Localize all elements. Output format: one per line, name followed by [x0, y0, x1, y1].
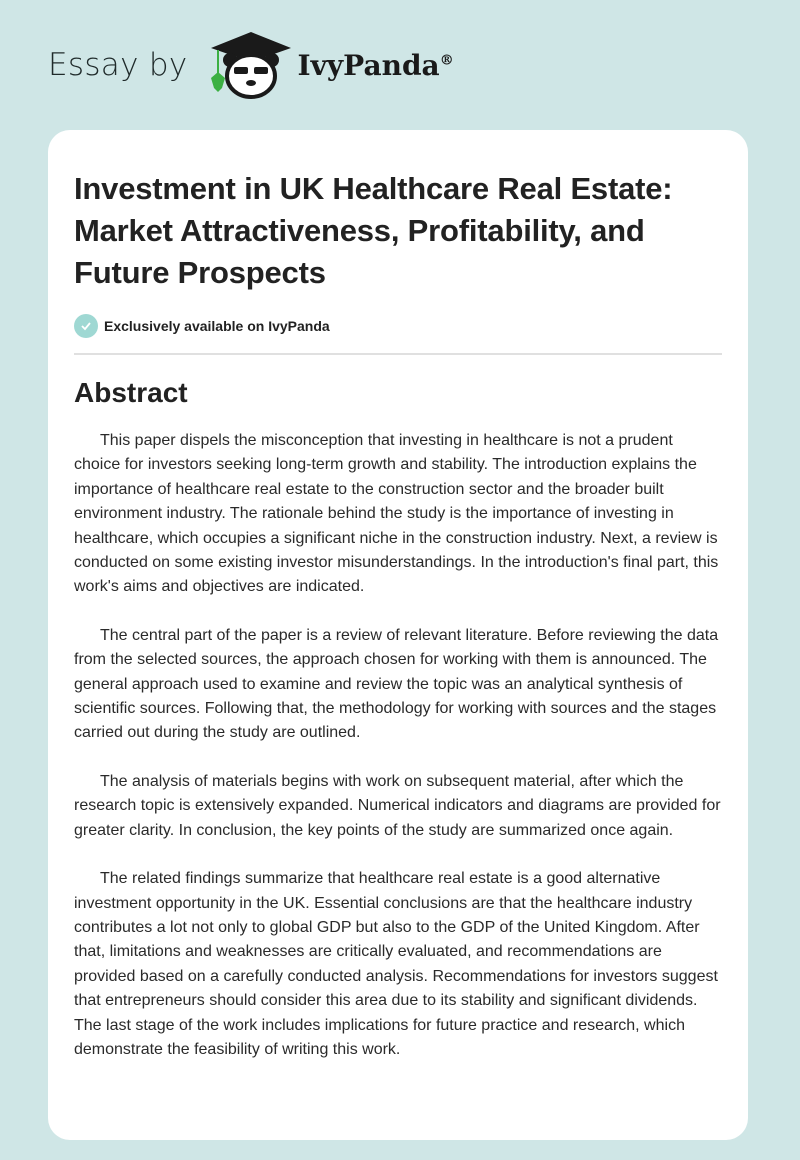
essay-card — [48, 130, 748, 1140]
brand-text: IvyPanda — [297, 48, 440, 82]
essay-by-label: Essay by — [48, 47, 188, 83]
exclusive-badge — [74, 314, 722, 338]
brand-name[interactable] — [298, 49, 454, 82]
paragraph: The analysis of materials begins with work on subsequent material, after which the research topic is extensively expanded. Numerical indicators and diagrams are provided for greater clarity. In conclusion, the key points of the study are summarized once again. — [74, 772, 721, 839]
ivypanda-logo-icon[interactable] — [206, 30, 296, 100]
paragraph: The related findings summarize that healthcare real estate is a good alternative investment opportunity in the UK. Essential conclusions are that the healthcare industry contributes a lot not only to global GDP but also to the GDP of the United Kingdom. After that, limitations and weaknesses are critically evaluated, and recommendations are provided based on a carefully conducted analysis. Recommendations for investors suggest that entrepreneurs should consider this area due to its stability and significant dividends. The last stage of the work includes implications for future practice and research, which demonstrate the feasibility of writing this work. — [74, 870, 718, 1058]
badge-text: Exclusively available on IvyPanda — [104, 318, 330, 334]
paragraph: The central part of the paper is a review of relevant literature. Before reviewing the data from the selected sources, the approach chosen for working with them is announced. The general approach used to examine and review the topic was an analytical synthesis of scientific sources. Following that, the methodology for working with sources and the stages carried out during the study are outlined. — [74, 626, 719, 742]
site-header — [48, 30, 454, 100]
paragraph: This paper dispels the misconception that investing in healthcare is not a prudent choice for investors seeking long-term growth and stability. The introduction explains the importance of healthcare real estate to the construction sector and the broader built environment industry. The rationale behind the study is the importance of investing in healthcare, which occupies a significant niche in the construction industry. Next, a review is conducted on some existing investor misunderstandings. In the introduction's final part, this work's aims and objectives are indicated. — [74, 432, 719, 596]
divider — [74, 353, 722, 355]
section-heading: Abstract — [74, 377, 188, 408]
check-icon — [74, 314, 98, 338]
essay-title: Investment in UK Healthcare Real Estate: Market Attractiveness, Profitability, and Future Prospects — [74, 171, 673, 290]
registered-mark: ® — [439, 52, 454, 69]
